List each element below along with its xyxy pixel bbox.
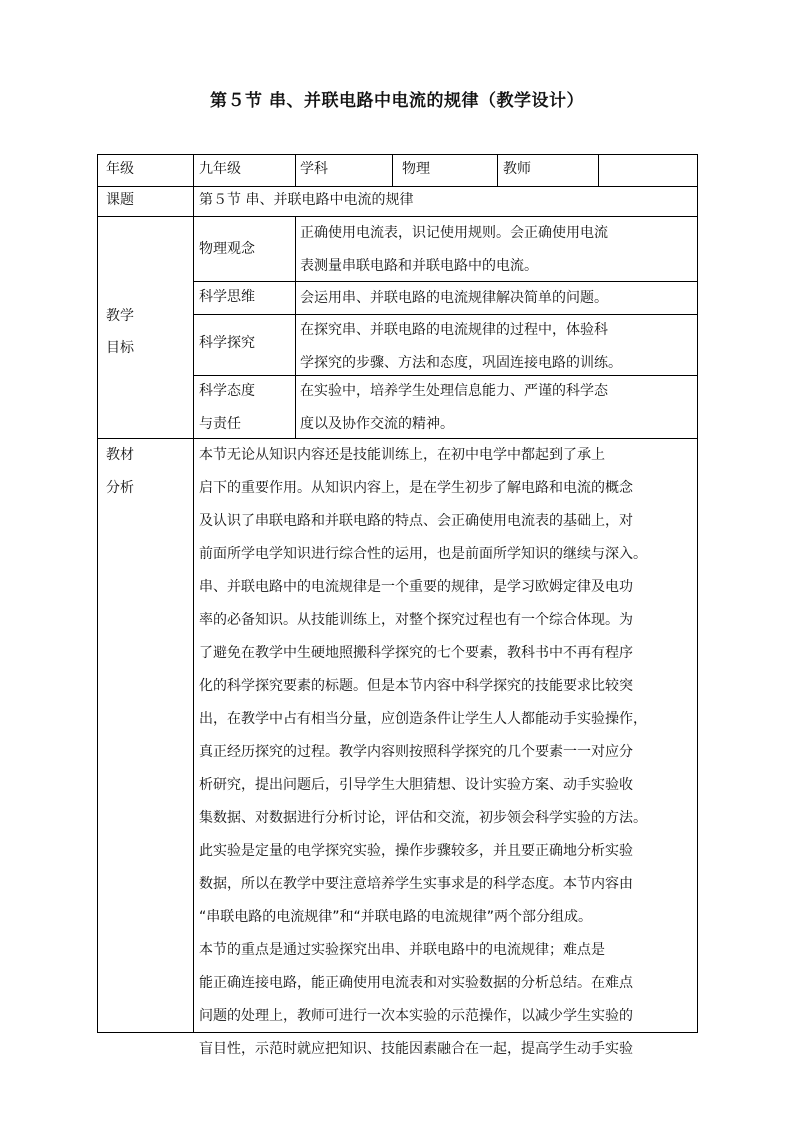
- analysis-label: [106, 439, 134, 505]
- objectives-label: [106, 300, 134, 364]
- column-divider: [598, 155, 599, 186]
- objective-category: 物理观念: [199, 241, 255, 257]
- objective-category-line: 与责任: [199, 416, 241, 432]
- column-divider: [392, 155, 393, 186]
- analysis-line: 及认识了串联电路和并联电路的特点、会正确使用电流表的基础上，对: [199, 513, 633, 529]
- analysis-line: 析研究，提出问题后，引导学生大胆猜想、设计实验方案、动手实验收: [199, 777, 633, 793]
- analysis-line: 本节的重点是通过实验探究出串、并联电路中的电流规律；难点是: [199, 942, 605, 958]
- analysis-line: 本节无论从知识内容还是技能训练上，在初中电学中都起到了承上: [199, 447, 605, 463]
- topic-label: 课题: [106, 192, 134, 208]
- analysis-line: 问题的处理上，教师可进行一次本实验的示范操作，以减少学生实验的: [199, 1008, 633, 1024]
- analysis-label-line: 教材: [106, 447, 134, 463]
- objective-line: 在实验中，培养学生处理信息能力、严谨的科学态: [300, 383, 608, 399]
- analysis-line: 化的科学探究要素的标题。但是本节内容中科学探究的技能要求比较突: [199, 678, 633, 694]
- analysis-line: 盲目性，示范时就应把知识、技能因素融合在一起，提高学生动手实验: [199, 1041, 633, 1057]
- grade-label: 年级: [106, 161, 134, 177]
- objective-category-line: 科学态度: [199, 383, 255, 399]
- column-divider: [295, 155, 296, 186]
- analysis-body: [199, 439, 647, 1066]
- analysis-line: “串联电路的电流规律”和“并联电路的电流规律”两个部分组成。: [199, 909, 593, 925]
- analysis-line: 数据，所以在教学中要注意培养学生实事求是的科学态度。本节内容由: [199, 876, 633, 892]
- objective-text: [300, 282, 608, 315]
- analysis-line: 出，在教学中占有相当分量，应创造条件让学生人人都能动手实验操作，: [199, 711, 647, 727]
- objective-line: 学探究的步骤、方法和态度，巩固连接电路的训练。: [300, 355, 622, 371]
- objective-text: [300, 217, 608, 283]
- analysis-line: 此实验是定量的电学探究实验，操作步骤较多，并且要正确地分析实验: [199, 843, 633, 859]
- analysis-line: 前面所学电学知识进行综合性的运用，也是前面所学知识的继续与深入。: [199, 546, 647, 562]
- column-divider: [497, 155, 498, 186]
- objective-text: [300, 314, 622, 380]
- objective-line: 正确使用电流表，识记使用规则。会正确使用电流: [300, 225, 608, 241]
- analysis-line: 真正经历探究的过程。教学内容则按照科学探究的几个要素一一对应分: [199, 744, 633, 760]
- document-title: 第５节 串、并联电路中电流的规律（教学设计）: [210, 91, 584, 111]
- objective-text: [300, 375, 608, 441]
- objective-category: 科学探究: [199, 335, 255, 351]
- row-divider: [98, 186, 697, 187]
- analysis-line: 启下的重要作用。从知识内容上，是在学生初步了解电路和电流的概念: [199, 480, 633, 496]
- objective-line: 表测量串联电路和并联电路中的电流。: [300, 258, 538, 274]
- analysis-line: 串、并联电路中的电流规律是一个重要的规律，是学习欧姆定律及电功: [199, 579, 633, 595]
- teacher-label: 教师: [503, 161, 531, 177]
- objective-category: [199, 375, 255, 441]
- objectives-label-line: 目标: [106, 340, 134, 356]
- objectives-label-line: 教学: [106, 308, 134, 324]
- column-divider: [295, 216, 296, 438]
- lesson-plan-table: [97, 154, 698, 1057]
- analysis-line: 能正确连接电路，能正确使用电流表和对实验数据的分析总结。在难点: [199, 975, 633, 991]
- objective-line: 在探究串、并联电路的电流规律的过程中，体验科: [300, 322, 608, 338]
- column-divider: [193, 155, 194, 1032]
- grade-value: 九年级: [199, 161, 241, 177]
- analysis-line: 集数据、对数据进行分析讨论，评估和交流，初步领会科学实验的方法。: [199, 810, 647, 826]
- topic-value: 第５节 串、并联电路中电流的规律: [199, 192, 414, 208]
- analysis-label-line: 分析: [106, 480, 134, 496]
- subject-value: 物理: [402, 161, 430, 177]
- analysis-line: 率的必备知识。从技能训练上，对整个探究过程也有一个综合体现。为: [199, 612, 633, 628]
- subject-label: 学科: [300, 161, 328, 177]
- objective-line: 度以及协作交流的精神。: [300, 416, 454, 432]
- objective-line: 会运用串、并联电路的电流规律解决简单的问题。: [300, 290, 608, 306]
- objective-category: 科学思维: [199, 289, 255, 305]
- analysis-line: 了避免在教学中生硬地照搬科学探究的七个要素，教科书中不再有程序: [199, 645, 633, 661]
